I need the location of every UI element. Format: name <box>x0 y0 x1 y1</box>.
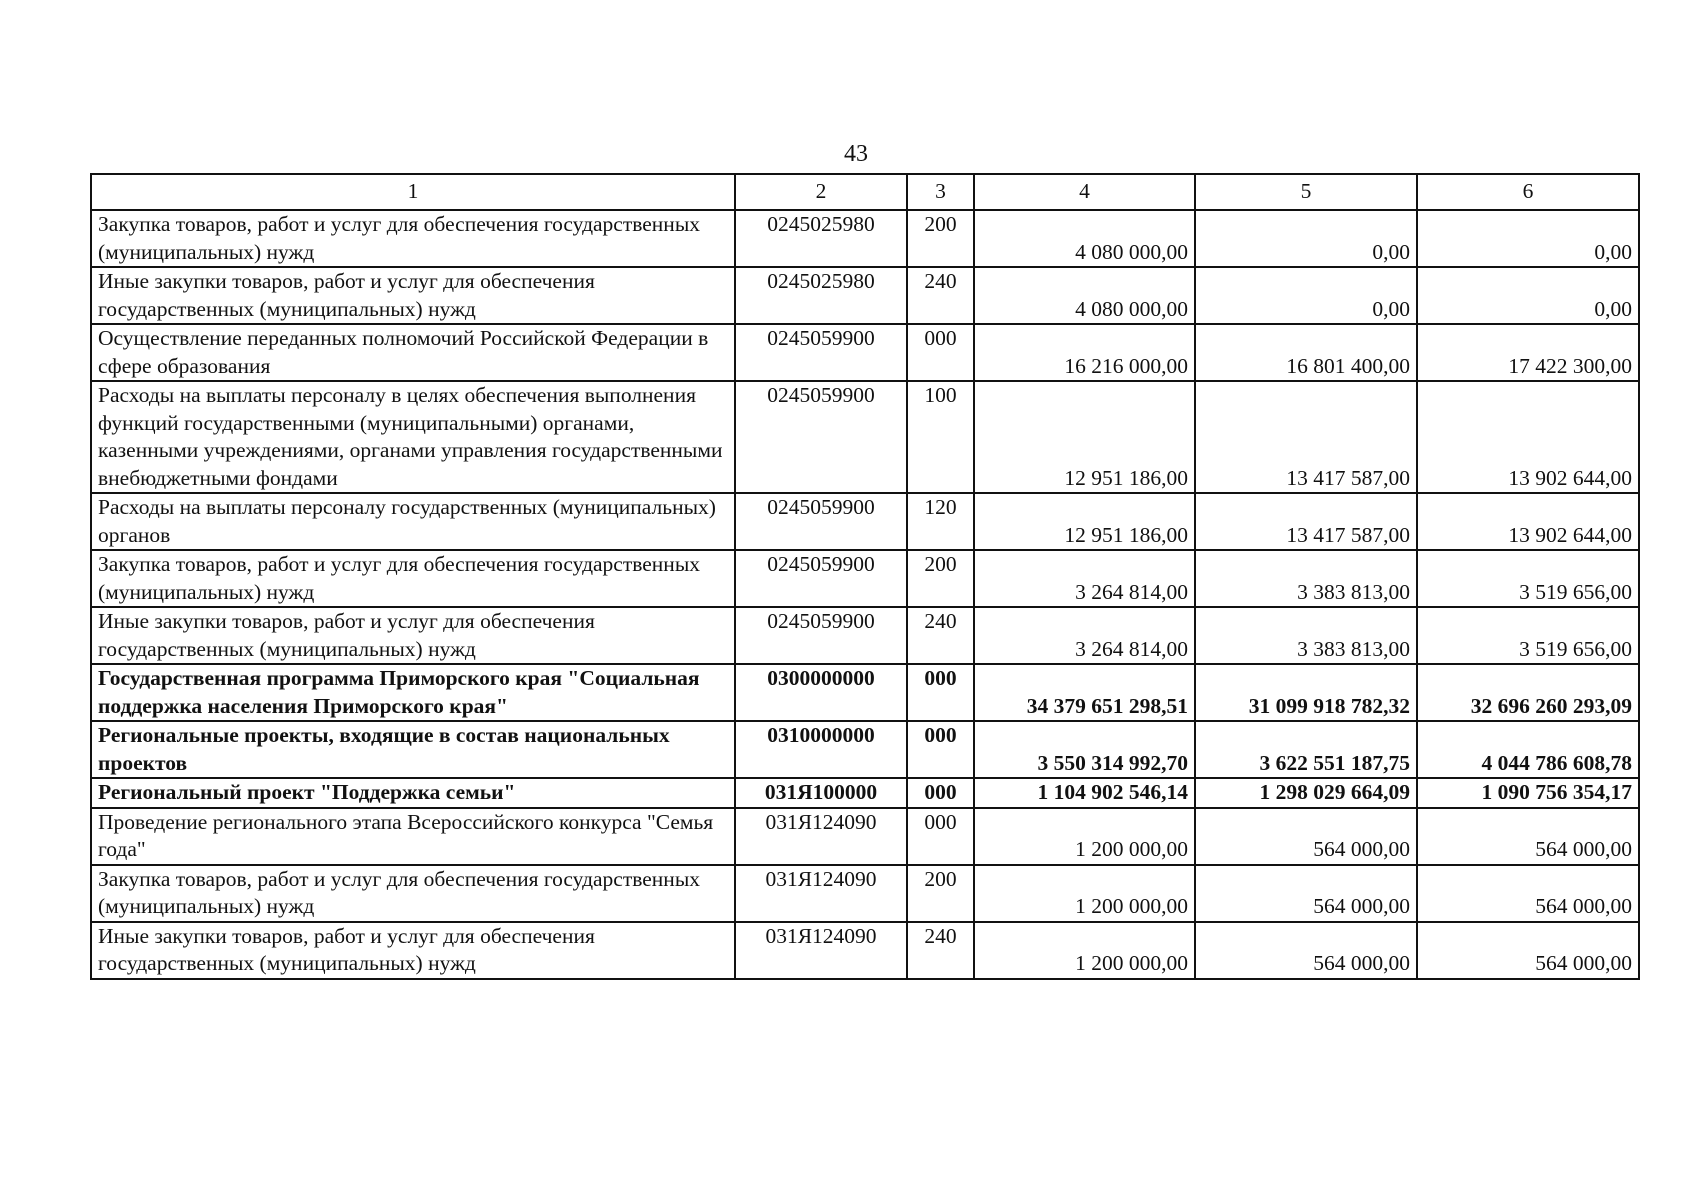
row-col5-value: 3 383 813,00 <box>1195 550 1417 607</box>
row-expense-type-cell: 100 <box>907 381 974 493</box>
row-expense-type-cell: 000 <box>907 808 974 865</box>
table-row <box>91 865 1639 922</box>
row-code-cell: 0245059900 <box>735 550 907 607</box>
table-row <box>91 493 1639 550</box>
table-row <box>91 210 1639 267</box>
row-expense-type-cell: 200 <box>907 210 974 267</box>
row-col6-value: 564 000,00 <box>1417 865 1639 922</box>
row-col6-value: 13 902 644,00 <box>1417 381 1639 493</box>
table-row <box>91 381 1639 493</box>
row-col4-value: 12 951 186,00 <box>974 381 1195 493</box>
table-row <box>91 664 1639 721</box>
row-col5-value: 564 000,00 <box>1195 922 1417 979</box>
row-col6-value: 32 696 260 293,09 <box>1417 664 1639 721</box>
row-expense-type-cell: 000 <box>907 778 974 808</box>
row-col6-value: 13 902 644,00 <box>1417 493 1639 550</box>
row-name-cell: Расходы на выплаты персоналу в целях обеспечения выполнения функций государственными (муниципальными) органами, казенными учреждениями, органами управления государственными внебюджетными фондами <box>91 381 735 493</box>
table-row <box>91 922 1639 979</box>
row-col4-value: 4 080 000,00 <box>974 210 1195 267</box>
row-code-cell: 0310000000 <box>735 721 907 778</box>
row-col6-value: 3 519 656,00 <box>1417 607 1639 664</box>
table-row <box>91 324 1639 381</box>
budget-table <box>90 173 1640 980</box>
row-col6-value: 0,00 <box>1417 210 1639 267</box>
row-col5-value: 564 000,00 <box>1195 865 1417 922</box>
table-row <box>91 808 1639 865</box>
row-col5-value: 16 801 400,00 <box>1195 324 1417 381</box>
row-col4-value: 12 951 186,00 <box>974 493 1195 550</box>
row-code-cell: 0245059900 <box>735 607 907 664</box>
header-col-2: 2 <box>735 174 907 210</box>
row-col6-value: 1 090 756 354,17 <box>1417 778 1639 808</box>
row-code-cell: 0245059900 <box>735 381 907 493</box>
row-expense-type-cell: 240 <box>907 267 974 324</box>
row-name-cell: Региональные проекты, входящие в состав национальных проектов <box>91 721 735 778</box>
row-code-cell: 031Я124090 <box>735 865 907 922</box>
row-expense-type-cell: 240 <box>907 607 974 664</box>
header-col-6: 6 <box>1417 174 1639 210</box>
row-col6-value: 564 000,00 <box>1417 808 1639 865</box>
header-col-4: 4 <box>974 174 1195 210</box>
row-expense-type-cell: 000 <box>907 664 974 721</box>
row-name-cell: Закупка товаров, работ и услуг для обеспечения государственных (муниципальных) нужд <box>91 550 735 607</box>
row-name-cell: Осуществление переданных полномочий Российской Федерации в сфере образования <box>91 324 735 381</box>
table-row <box>91 550 1639 607</box>
table-row <box>91 721 1639 778</box>
row-col6-value: 564 000,00 <box>1417 922 1639 979</box>
row-code-cell: 0245059900 <box>735 324 907 381</box>
row-name-cell: Закупка товаров, работ и услуг для обеспечения государственных (муниципальных) нужд <box>91 210 735 267</box>
table-row <box>91 607 1639 664</box>
header-col-3: 3 <box>907 174 974 210</box>
row-col4-value: 1 200 000,00 <box>974 808 1195 865</box>
row-col4-value: 3 550 314 992,70 <box>974 721 1195 778</box>
row-code-cell: 031Я100000 <box>735 778 907 808</box>
row-expense-type-cell: 240 <box>907 922 974 979</box>
row-expense-type-cell: 120 <box>907 493 974 550</box>
row-col5-value: 564 000,00 <box>1195 808 1417 865</box>
row-code-cell: 0245025980 <box>735 210 907 267</box>
row-col4-value: 3 264 814,00 <box>974 550 1195 607</box>
row-name-cell: Расходы на выплаты персоналу государственных (муниципальных) органов <box>91 493 735 550</box>
row-col5-value: 0,00 <box>1195 210 1417 267</box>
row-col5-value: 13 417 587,00 <box>1195 381 1417 493</box>
row-code-cell: 0245059900 <box>735 493 907 550</box>
row-name-cell: Проведение регионального этапа Всероссийского конкурса "Семья года" <box>91 808 735 865</box>
row-col6-value: 4 044 786 608,78 <box>1417 721 1639 778</box>
row-col6-value: 0,00 <box>1417 267 1639 324</box>
table-body <box>91 174 1639 979</box>
row-col4-value: 1 200 000,00 <box>974 922 1195 979</box>
header-col-5: 5 <box>1195 174 1417 210</box>
row-name-cell: Иные закупки товаров, работ и услуг для обеспечения государственных (муниципальных) нужд <box>91 922 735 979</box>
row-expense-type-cell: 000 <box>907 324 974 381</box>
page-number: 43 <box>844 141 868 167</box>
row-name-cell: Иные закупки товаров, работ и услуг для обеспечения государственных (муниципальных) нужд <box>91 267 735 324</box>
row-col5-value: 1 298 029 664,09 <box>1195 778 1417 808</box>
row-col4-value: 34 379 651 298,51 <box>974 664 1195 721</box>
row-expense-type-cell: 000 <box>907 721 974 778</box>
row-expense-type-cell: 200 <box>907 550 974 607</box>
row-name-cell: Региональный проект "Поддержка семьи" <box>91 778 735 808</box>
row-col4-value: 3 264 814,00 <box>974 607 1195 664</box>
row-col4-value: 4 080 000,00 <box>974 267 1195 324</box>
row-col6-value: 17 422 300,00 <box>1417 324 1639 381</box>
table-row <box>91 778 1639 808</box>
header-col-1: 1 <box>91 174 735 210</box>
row-code-cell: 031Я124090 <box>735 808 907 865</box>
row-code-cell: 0300000000 <box>735 664 907 721</box>
row-col5-value: 3 622 551 187,75 <box>1195 721 1417 778</box>
row-name-cell: Иные закупки товаров, работ и услуг для обеспечения государственных (муниципальных) нужд <box>91 607 735 664</box>
row-col5-value: 31 099 918 782,32 <box>1195 664 1417 721</box>
table-row <box>91 267 1639 324</box>
row-expense-type-cell: 200 <box>907 865 974 922</box>
row-name-cell: Государственная программа Приморского края "Социальная поддержка населения Приморского края" <box>91 664 735 721</box>
row-col5-value: 0,00 <box>1195 267 1417 324</box>
row-name-cell: Закупка товаров, работ и услуг для обеспечения государственных (муниципальных) нужд <box>91 865 735 922</box>
row-col5-value: 13 417 587,00 <box>1195 493 1417 550</box>
table-header-row <box>91 174 1639 210</box>
row-col4-value: 16 216 000,00 <box>974 324 1195 381</box>
row-col4-value: 1 104 902 546,14 <box>974 778 1195 808</box>
row-col5-value: 3 383 813,00 <box>1195 607 1417 664</box>
row-col4-value: 1 200 000,00 <box>974 865 1195 922</box>
row-code-cell: 031Я124090 <box>735 922 907 979</box>
row-code-cell: 0245025980 <box>735 267 907 324</box>
row-col6-value: 3 519 656,00 <box>1417 550 1639 607</box>
